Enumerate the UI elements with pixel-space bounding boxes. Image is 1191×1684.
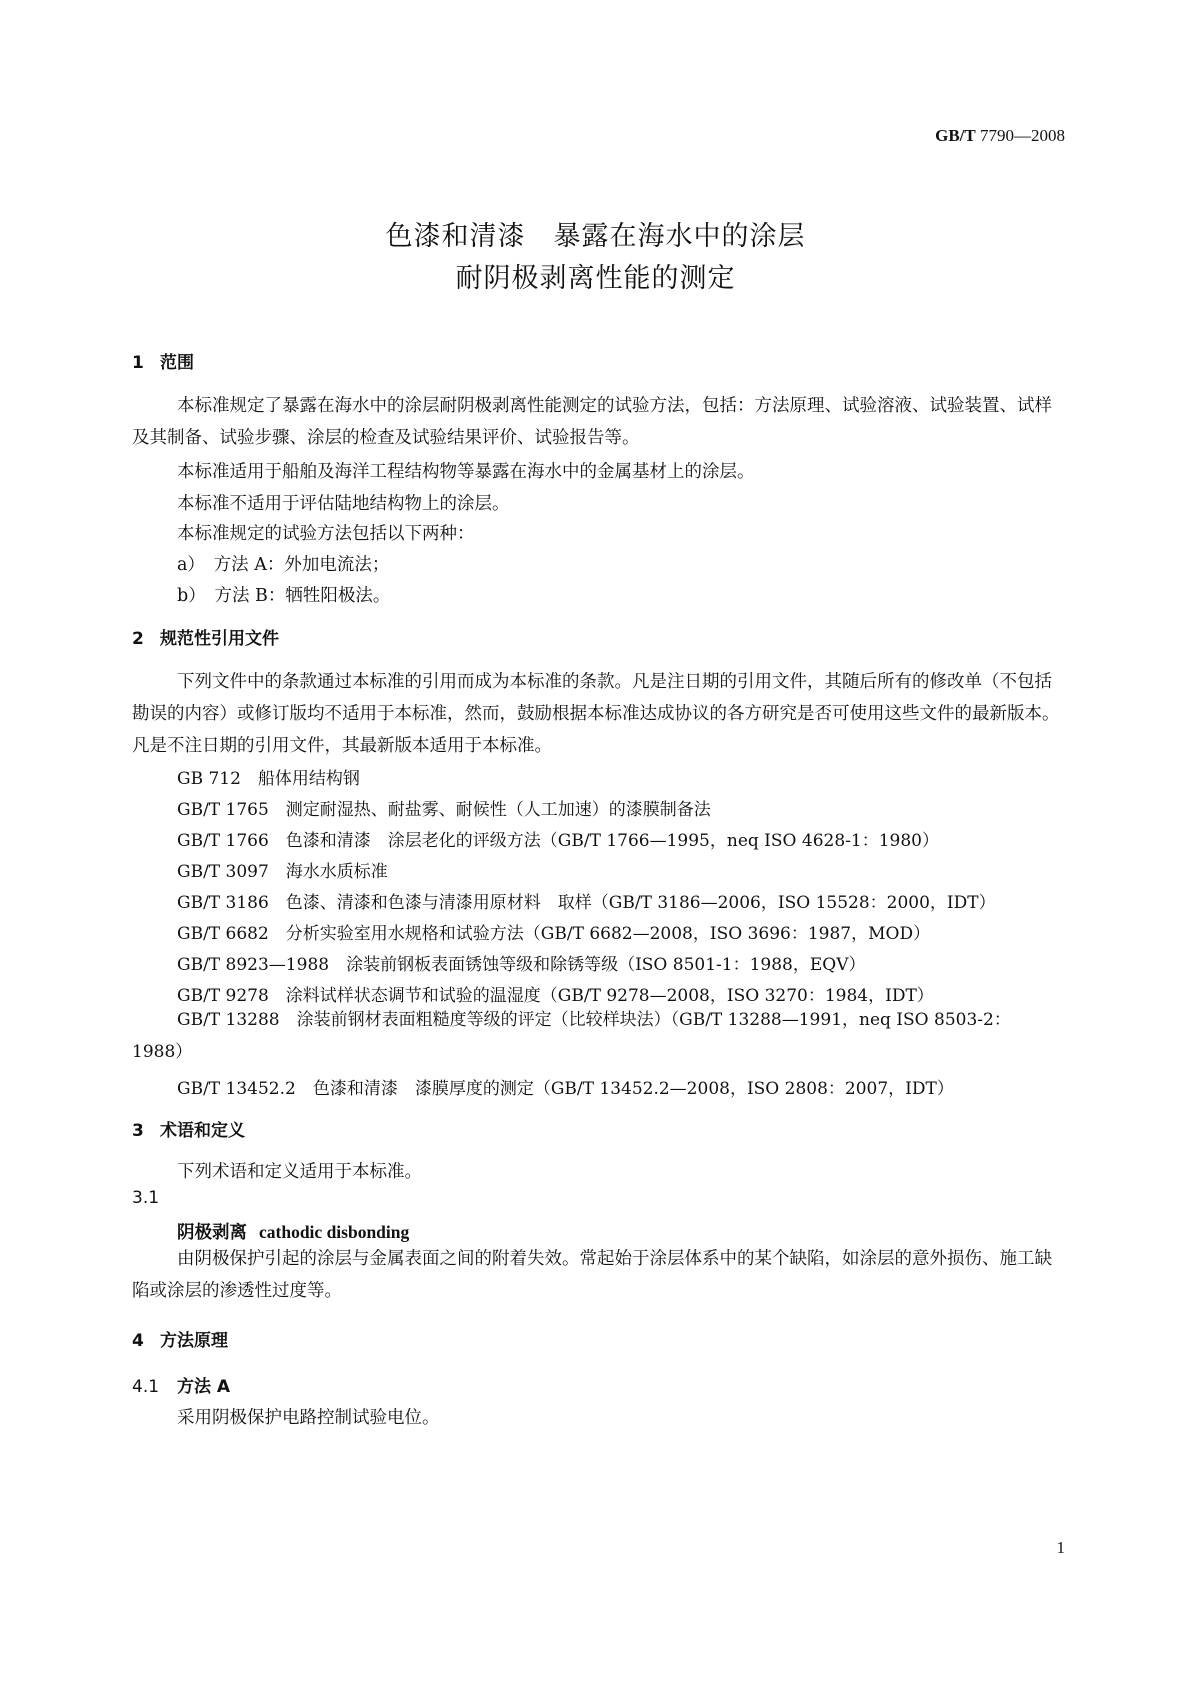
section-1-para-3: 本标准不适用于评估陆地结构物上的涂层。 [177, 494, 510, 514]
term-english: cathodic disbonding [259, 1222, 410, 1242]
reference-gbt-6682: GB/T 6682 分析实验室用水规格和试验方法（GB/T 6682—2008，ISO 3696：1987，MOD） [177, 924, 931, 944]
reference-gbt-3186: GB/T 3186 色漆、清漆和色漆与清漆用原材料 取样（GB/T 3186—2006，ISO 15528：2000，IDT） [177, 893, 996, 913]
reference-gbt-13452-2: GB/T 13452.2 色漆和清漆 漆膜厚度的测定（GB/T 13452.2—2008，ISO 2808：2007，IDT） [177, 1079, 954, 1099]
standard-number: 7790—2008 [975, 126, 1065, 145]
reference-gbt-8923: GB/T 8923—1988 涂装前钢板表面锈蚀等级和除锈等级（ISO 8501-1：1988，EQV） [177, 955, 866, 975]
term-chinese: 阴极剥离 [177, 1223, 247, 1243]
term-definition: 由阴极保护引起的涂层与金属表面之间的附着失效。常起始于涂层体系中的某个缺陷，如涂层的意外损伤、施工缺陷或涂层的渗透性过度等。 [132, 1249, 1052, 1301]
list-item-b: b） 方法 B：牺牲阳极法。 [177, 586, 391, 606]
reference-gbt-1765: GB/T 1765 测定耐湿热、耐盐雾、耐候性（人工加速）的漆膜制备法 [177, 800, 711, 820]
reference-gb-712: GB 712 船体用结构钢 [177, 769, 360, 789]
subsection-3-1-number: 3.1 [132, 1188, 160, 1208]
reference-gbt-1766: GB/T 1766 色漆和清漆 涂层老化的评级方法（GB/T 1766—1995，neq ISO 4628-1：1980） [177, 831, 939, 851]
section-4-heading: 4 方法原理 [132, 1331, 228, 1351]
section-1-para-1: 本标准规定了暴露在海水中的涂层耐阴极剥离性能测定的试验方法，包括：方法原理、试验溶液、试验装置、试样及其制备、试验步骤、涂层的检查及试验结果评价、试验报告等。 [132, 396, 1052, 448]
reference-gbt-9278: GB/T 9278 涂料试样状态调节和试验的温湿度（GB/T 9278—2008，ISO 3270：1984，IDT） [177, 986, 934, 1006]
standard-prefix: GB/T [935, 126, 976, 145]
document-title-line2: 耐阴极剥离性能的测定 [455, 263, 736, 294]
list-item-a: a） 方法 A：外加电流法； [177, 555, 390, 575]
reference-gbt-13288: GB/T 13288 涂装前钢材表面粗糙度等级的评定（比较样块法）（GB/T 13288—1991，neq ISO 8503-2：1988） [132, 1010, 1011, 1062]
subsection-4-1-text: 采用阴极保护电路控制试验电位。 [177, 1408, 440, 1428]
section-3-heading: 3 术语和定义 [132, 1121, 245, 1141]
section-1-para-4: 本标准规定的试验方法包括以下两种： [177, 524, 475, 544]
reference-gbt-3097: GB/T 3097 海水水质标准 [177, 862, 388, 882]
section-2-intro: 下列文件中的条款通过本标准的引用而成为本标准的条款。凡是注日期的引用文件，其随后所有的修改单（不包括勘误的内容）或修订版均不适用于本标准，然而，鼓励根据本标准达成协议的各方研究是否可使用这些文件的最新版本。凡是不注日期的引用文件，其最新版本适用于本标准。 [132, 672, 1060, 756]
section-1-heading: 1 范围 [132, 353, 194, 373]
standard-code [935, 126, 1065, 146]
page-number: 1 [1056, 1538, 1065, 1557]
section-3-intro: 下列术语和定义适用于本标准。 [177, 1162, 422, 1182]
section-1-para-2: 本标准适用于船舶及海洋工程结构物等暴露在海水中的金属基材上的涂层。 [177, 462, 755, 482]
subsection-4-1-heading: 4.1 方法 A [132, 1377, 231, 1397]
document-title-line1: 色漆和清漆 暴露在海水中的涂层 [385, 221, 806, 252]
term-heading [177, 1219, 409, 1244]
section-2-heading: 2 规范性引用文件 [132, 629, 279, 649]
